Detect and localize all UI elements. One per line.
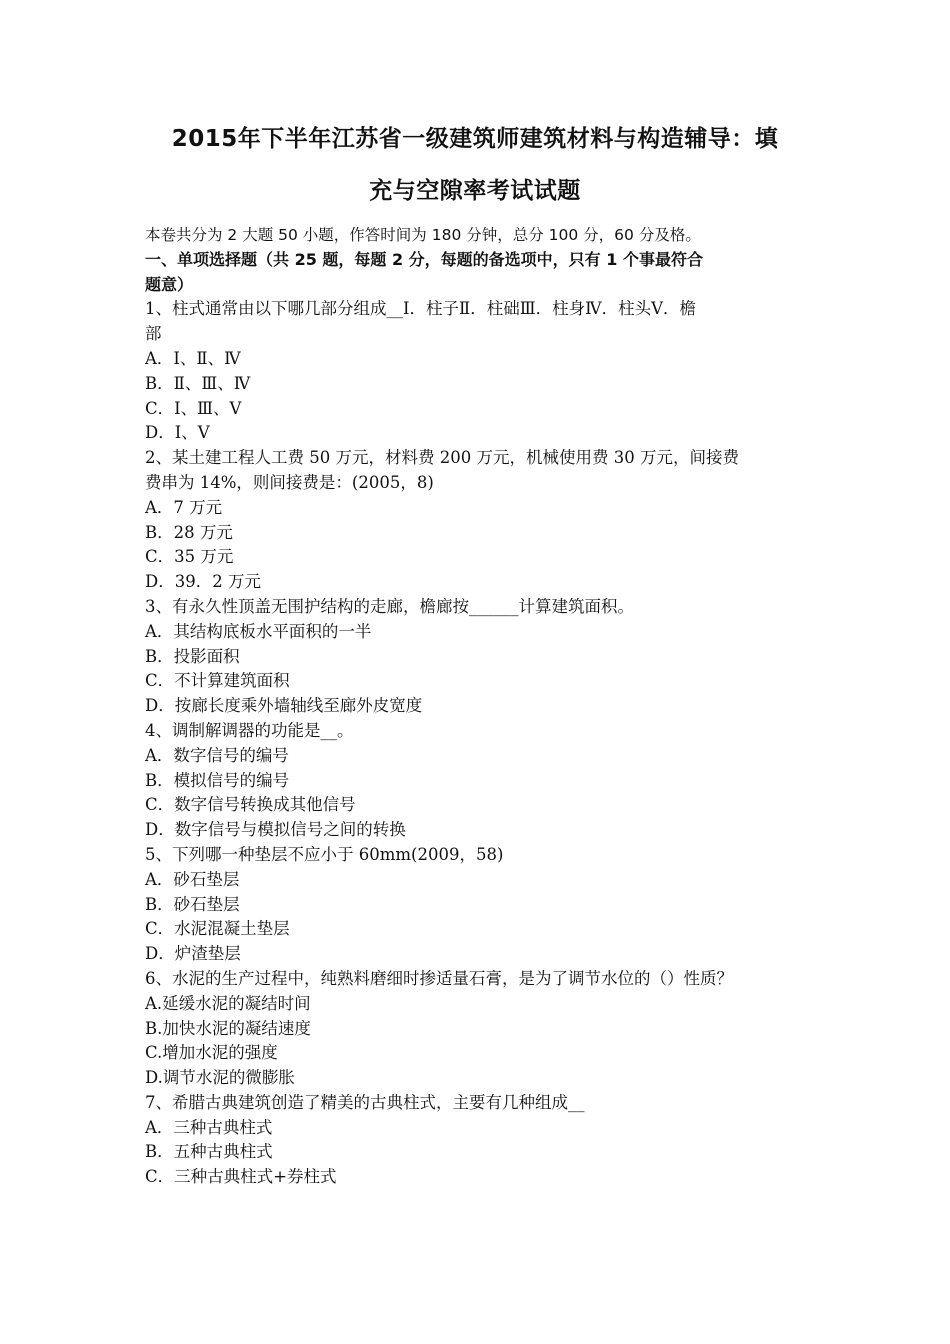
question-1-option-c: C．Ⅰ、Ⅲ、Ⅴ	[145, 398, 242, 418]
question-2-option-c: C．35 万元	[145, 547, 234, 567]
question-3-option-d: D．按廊长度乘外墙轴线至廊外皮宽度	[145, 696, 423, 716]
question-1-option-a: A．Ⅰ、Ⅱ、Ⅳ	[145, 348, 241, 368]
question-6-option-b: B.加快水泥的凝结速度	[145, 1018, 311, 1038]
question-1-stem-line-2: 部	[145, 324, 162, 344]
question-1-option-d: D．Ⅰ、Ⅴ	[145, 423, 210, 443]
section-heading-text: 一、单项选择题（共 25 题，每题 2 分，每题的备选项中，只有 1 个事最符合	[145, 249, 703, 269]
question-2-option-b: B．28 万元	[145, 522, 233, 542]
question-6-option-a: A.延缓水泥的凝结时间	[145, 993, 311, 1013]
question-5-option-c: C．水泥混凝土垫层	[145, 919, 290, 939]
question-7-option-a: A．三种古典柱式	[145, 1117, 273, 1137]
question-3-option-a: A．其结构底板水平面积的一半	[145, 621, 372, 641]
question-6-option-d: D.调节水泥的微膨胀	[145, 1068, 295, 1088]
question-2-option-a: A．7 万元	[145, 497, 223, 517]
question-7-option-b: B．五种古典柱式	[145, 1142, 273, 1162]
question-5-option-d: D．炉渣垫层	[145, 944, 241, 964]
question-4-option-c: C．数字信号转换成其他信号	[145, 795, 356, 815]
question-6-option-c: C.增加水泥的强度	[145, 1043, 278, 1063]
question-1-option-b: B．Ⅱ、Ⅲ、Ⅳ	[145, 373, 251, 393]
question-4-option-a: A．数字信号的编号	[145, 745, 289, 765]
question-4-option-d: D．数字信号与模拟信号之间的转换	[145, 820, 406, 840]
question-2-option-d: D．39．2 万元	[145, 572, 261, 592]
question-6-stem: 6、水泥的生产过程中，纯熟料磨细时掺适量石膏，是为了调节水位的（）性质？	[145, 968, 733, 988]
exam-intro: 本卷共分为 2 大题 50 小题，作答时间为 180 分钟，总分 100 分，60 分及格。	[145, 226, 701, 244]
question-2-stem-line-2: 费串为 14%，则间接费是：(2005，8)	[145, 472, 434, 492]
question-1-stem-line-1: 1、柱式通常由以下哪几部分组成__Ⅰ．柱子Ⅱ．柱础Ⅲ．柱身Ⅳ．柱头Ⅴ．檐	[145, 299, 697, 319]
section-heading-line-2: 题意）	[145, 274, 194, 294]
exam-body	[145, 223, 810, 1190]
section-heading-line-1	[145, 248, 810, 273]
question-4-option-b: B．模拟信号的编号	[145, 770, 290, 790]
question-7-option-c: C．三种古典柱式+券柱式	[145, 1167, 337, 1187]
question-5-option-b: B．砂石垫层	[145, 894, 240, 914]
question-3-option-b: B．投影面积	[145, 646, 240, 666]
question-2-stem-line-1: 2、某土建工程人工费 50 万元，材料费 200 万元，机械使用费 30 万元，间接费	[145, 448, 739, 468]
question-7-stem: 7、希腊古典建筑创造了精美的古典柱式，主要有几种组成__	[145, 1092, 585, 1112]
page-title-line-2: 充与空隙率考试试题	[369, 178, 581, 204]
question-3-stem: 3、有永久性顶盖无围护结构的走廊，檐廊按______计算建筑面积。	[145, 596, 634, 616]
page-title-line-1: 2015年下半年江苏省一级建筑师建筑材料与构造辅导：填	[171, 126, 779, 152]
question-5-stem: 5、下列哪一种垫层不应小于 60mm(2009，58)	[145, 844, 504, 864]
question-3-option-c: C．不计算建筑面积	[145, 671, 290, 691]
question-5-option-a: A．砂石垫层	[145, 869, 240, 889]
question-4-stem: 4、调制解调器的功能是__。	[145, 720, 354, 740]
